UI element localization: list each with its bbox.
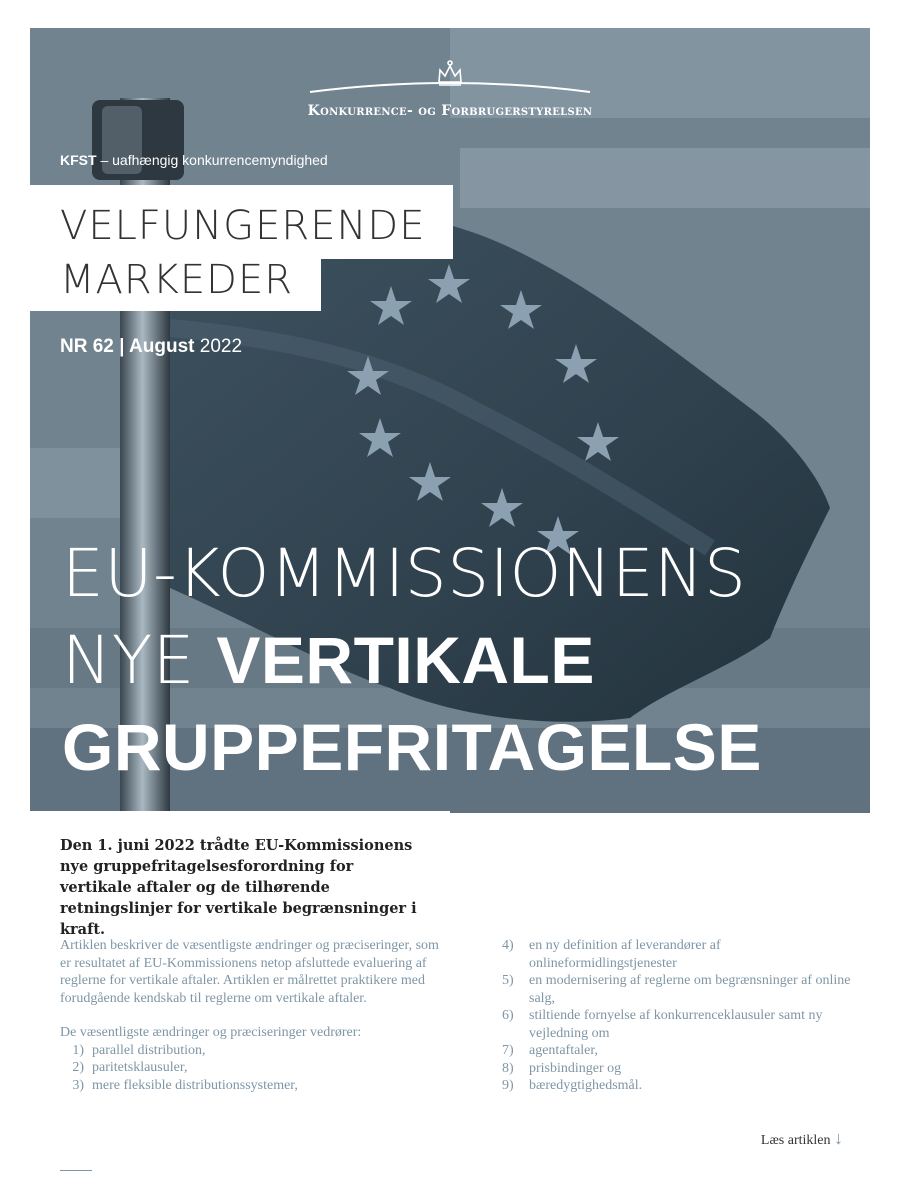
list-item bbox=[60, 1042, 440, 1060]
issue-info bbox=[60, 336, 242, 358]
list-text: stiltiende fornyelse af konkurrenceklausuler samt ny vejledning om bbox=[529, 1008, 823, 1041]
list-text: prisbindinger og bbox=[529, 1060, 622, 1076]
intro-text: Den 1. juni 2022 trådte EU-Kommissionens nye gruppefritagelsesforordning for vertikale aftaler og de tilhørende retningslinjer for vertikale begrænsninger i kraft. bbox=[60, 837, 417, 938]
list-item bbox=[502, 937, 862, 972]
section-title-box bbox=[30, 185, 453, 259]
list-number: 4) bbox=[502, 938, 514, 953]
list-intro: De væsentligste ændringer og præciseringer vedrører: bbox=[60, 1025, 362, 1040]
list-text: paritetsklausuler, bbox=[92, 1060, 188, 1075]
headline-line3: GRUPPEFRITAGELSE bbox=[62, 710, 762, 784]
section-title-line2: MARKEDER bbox=[60, 257, 294, 303]
list-number: 7) bbox=[502, 1043, 514, 1058]
headline-line2-light: NYE bbox=[62, 622, 217, 699]
agency-name: Konkurrence- og Forbrugerstyrelsen bbox=[307, 103, 593, 119]
read-article-link[interactable] bbox=[761, 1128, 843, 1149]
list-number: 3) bbox=[72, 1077, 84, 1093]
crown-icon bbox=[290, 58, 610, 98]
issue-number: NR 62 | August bbox=[60, 336, 195, 357]
list-text: agentaftaler, bbox=[529, 1043, 599, 1058]
tagline-text: – uafhængig konkurrencemyndighed bbox=[96, 152, 328, 168]
list-item bbox=[502, 1042, 862, 1060]
list-text: parallel distribution, bbox=[92, 1042, 206, 1058]
list-text: bæredygtighedsmål. bbox=[529, 1078, 643, 1093]
list-number: 2) bbox=[72, 1060, 84, 1075]
list-text: mere fleksible distributionssystemer, bbox=[92, 1077, 298, 1093]
hero-image bbox=[30, 28, 870, 813]
list-item bbox=[502, 1060, 862, 1078]
list-item bbox=[60, 1059, 440, 1077]
article-headline bbox=[62, 531, 870, 790]
list-number: 6) bbox=[502, 1008, 514, 1023]
list-item bbox=[502, 972, 862, 1007]
section-title-box-2 bbox=[30, 251, 321, 311]
issue-year: 2022 bbox=[194, 336, 243, 357]
list-item bbox=[60, 1077, 440, 1095]
section-title-line1: VELFUNGERENDE bbox=[60, 203, 426, 249]
list-number: 9) bbox=[502, 1078, 514, 1093]
read-article-label[interactable]: Læs artiklen bbox=[760, 1133, 831, 1148]
list-number: 1) bbox=[72, 1042, 84, 1058]
list-number: 5) bbox=[502, 973, 514, 988]
body-column-left bbox=[60, 937, 440, 1094]
body-paragraph: Artiklen beskriver de væsentligste ændringer og præciseringer, som er resultatet af EU-Kommissionens netop afsluttede evaluering af reglerne for vertikale aftaler. Artiklen er målrettet praktikere med forudgående kendskab til reglerne om vertikale aftaler. bbox=[60, 938, 439, 1006]
list-text: en modernisering af reglerne om begrænsninger af online salg, bbox=[529, 973, 851, 1006]
headline-line1: EU-KOMMISSIONENS bbox=[62, 535, 747, 612]
tagline-abbrev: KFST bbox=[60, 152, 97, 168]
agency-logo bbox=[30, 58, 870, 119]
divider bbox=[60, 1170, 92, 1171]
tagline bbox=[60, 152, 328, 168]
list-item bbox=[502, 1077, 862, 1095]
list-number: 8) bbox=[502, 1060, 514, 1076]
headline-line2-bold: VERTIKALE bbox=[216, 623, 595, 697]
list-item bbox=[502, 1007, 862, 1042]
arrow-down-icon[interactable]: ↓ bbox=[834, 1128, 843, 1148]
list-text: en ny definition af leverandører af onlineformidlingstjenester bbox=[529, 938, 721, 971]
body-column-right bbox=[502, 937, 862, 1095]
